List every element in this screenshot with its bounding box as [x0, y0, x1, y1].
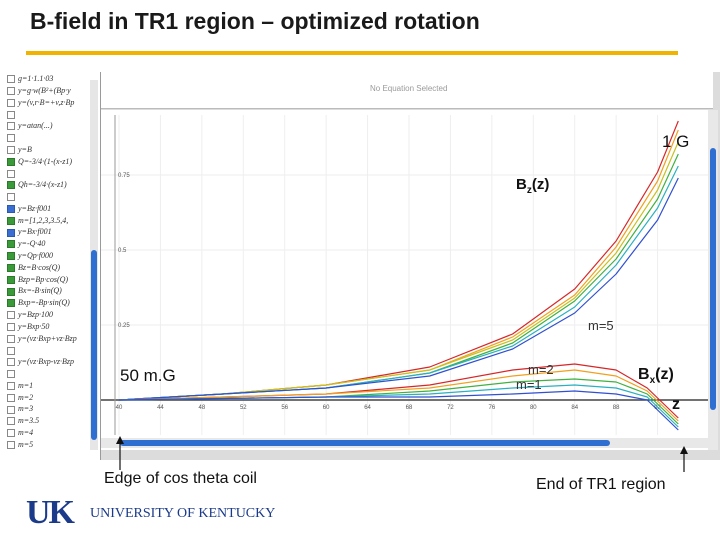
equation-text: Bx=-B·sin(Q): [18, 286, 62, 296]
x-tick-label: 52: [239, 405, 247, 411]
x-tick-label: 48: [198, 405, 206, 411]
x-tick-label: 92: [654, 405, 661, 411]
bx-label-sub: x: [649, 375, 656, 387]
equation-text: m=3: [18, 404, 34, 414]
x-tick-label: 40: [115, 405, 123, 411]
uk-logo-mark: UK: [26, 494, 73, 531]
x-tick-label: 72: [447, 405, 454, 411]
x-tick-label: 88: [612, 405, 620, 411]
equation-text: Bz=B·cos(Q): [18, 262, 61, 272]
equation-text: m=4: [18, 428, 34, 437]
equation-text: y=atan(...): [18, 121, 53, 131]
end-tr1-label: End of TR1 region: [536, 476, 666, 493]
m1-label: m=1: [516, 377, 542, 392]
x-tick-label: 44: [157, 405, 164, 411]
equation-text: y=Qp·f000: [18, 251, 53, 260]
x-tick-label: 80: [529, 405, 537, 411]
equation-text: Bxp=-Bp·sin(Q): [18, 298, 70, 308]
x-tick-label: 64: [364, 405, 371, 411]
m2-label: m=2: [528, 362, 554, 377]
equation-text: y=B: [18, 144, 32, 154]
equation-text: Q=-3/4·(1-(x-z1): [18, 156, 73, 166]
m5-label: m=5: [588, 318, 614, 333]
equation-text: g=1·1.1·03: [18, 74, 54, 83]
equation-text: m=1: [18, 380, 34, 390]
equation-text: Bzp=Bp·cos(Q): [18, 274, 69, 284]
x-tick-label: 56: [281, 405, 289, 411]
bz-label-base: B: [516, 176, 527, 193]
fifty-milligauss-label: 50 m.G: [120, 366, 176, 385]
y-tick-label: 0.75: [118, 173, 130, 179]
equation-text: y=Bxp·50: [18, 321, 50, 331]
edge-coil-label: Edge of cos theta coil: [104, 470, 257, 487]
bx-label-base: B: [638, 366, 650, 383]
equation-text: m=5: [18, 439, 34, 449]
equation-text: Qh=-3/4·(x-z1): [18, 180, 67, 190]
university-wordmark: UNIVERSITY OF KENTUCKY: [90, 506, 276, 521]
x-tick-label: 76: [488, 405, 496, 411]
bx-label-tail: (z): [655, 366, 674, 383]
edge-coil-pointer-arrow: [116, 436, 124, 444]
equation-text: y=(vz·Bxp-vz·Bzp: [18, 357, 75, 367]
equation-text: m=2: [18, 392, 34, 402]
x-tick-label: 60: [322, 405, 330, 411]
y-tick-label: 0.25: [118, 323, 130, 329]
one-gauss-label: 1 G: [662, 132, 690, 151]
equation-text: y=Bx·f001: [18, 227, 52, 237]
equation-text: y=Bz·f001: [18, 203, 52, 213]
bz-label-tail: (z): [531, 176, 550, 193]
end-tr1-pointer-arrow: [680, 446, 688, 454]
slide-title: B-field in TR1 region – optimized rotation: [30, 8, 480, 34]
equation-text: y=(vz·Bxp+vz·Bzp: [18, 333, 77, 343]
equation-bar-status: No Equation Selected: [370, 84, 448, 93]
equation-text: m=3.5: [18, 416, 40, 426]
bz-label-sub: z: [526, 185, 532, 196]
x-tick-label: 84: [571, 405, 579, 411]
equation-text: y=(v,r·B=+v,z·Bp: [18, 97, 75, 107]
equation-text: y=Bzp·100: [18, 310, 53, 319]
y-tick-label: 0.5: [118, 248, 127, 254]
equation-text: y=g·w(B²+(Bp·y: [18, 85, 71, 95]
z-axis-label: z: [672, 396, 680, 413]
x-tick-label: 68: [405, 405, 413, 411]
equation-text: y=-Q·40: [18, 239, 46, 249]
equation-text: m=[1,2,3,3.5,4,: [18, 215, 69, 225]
